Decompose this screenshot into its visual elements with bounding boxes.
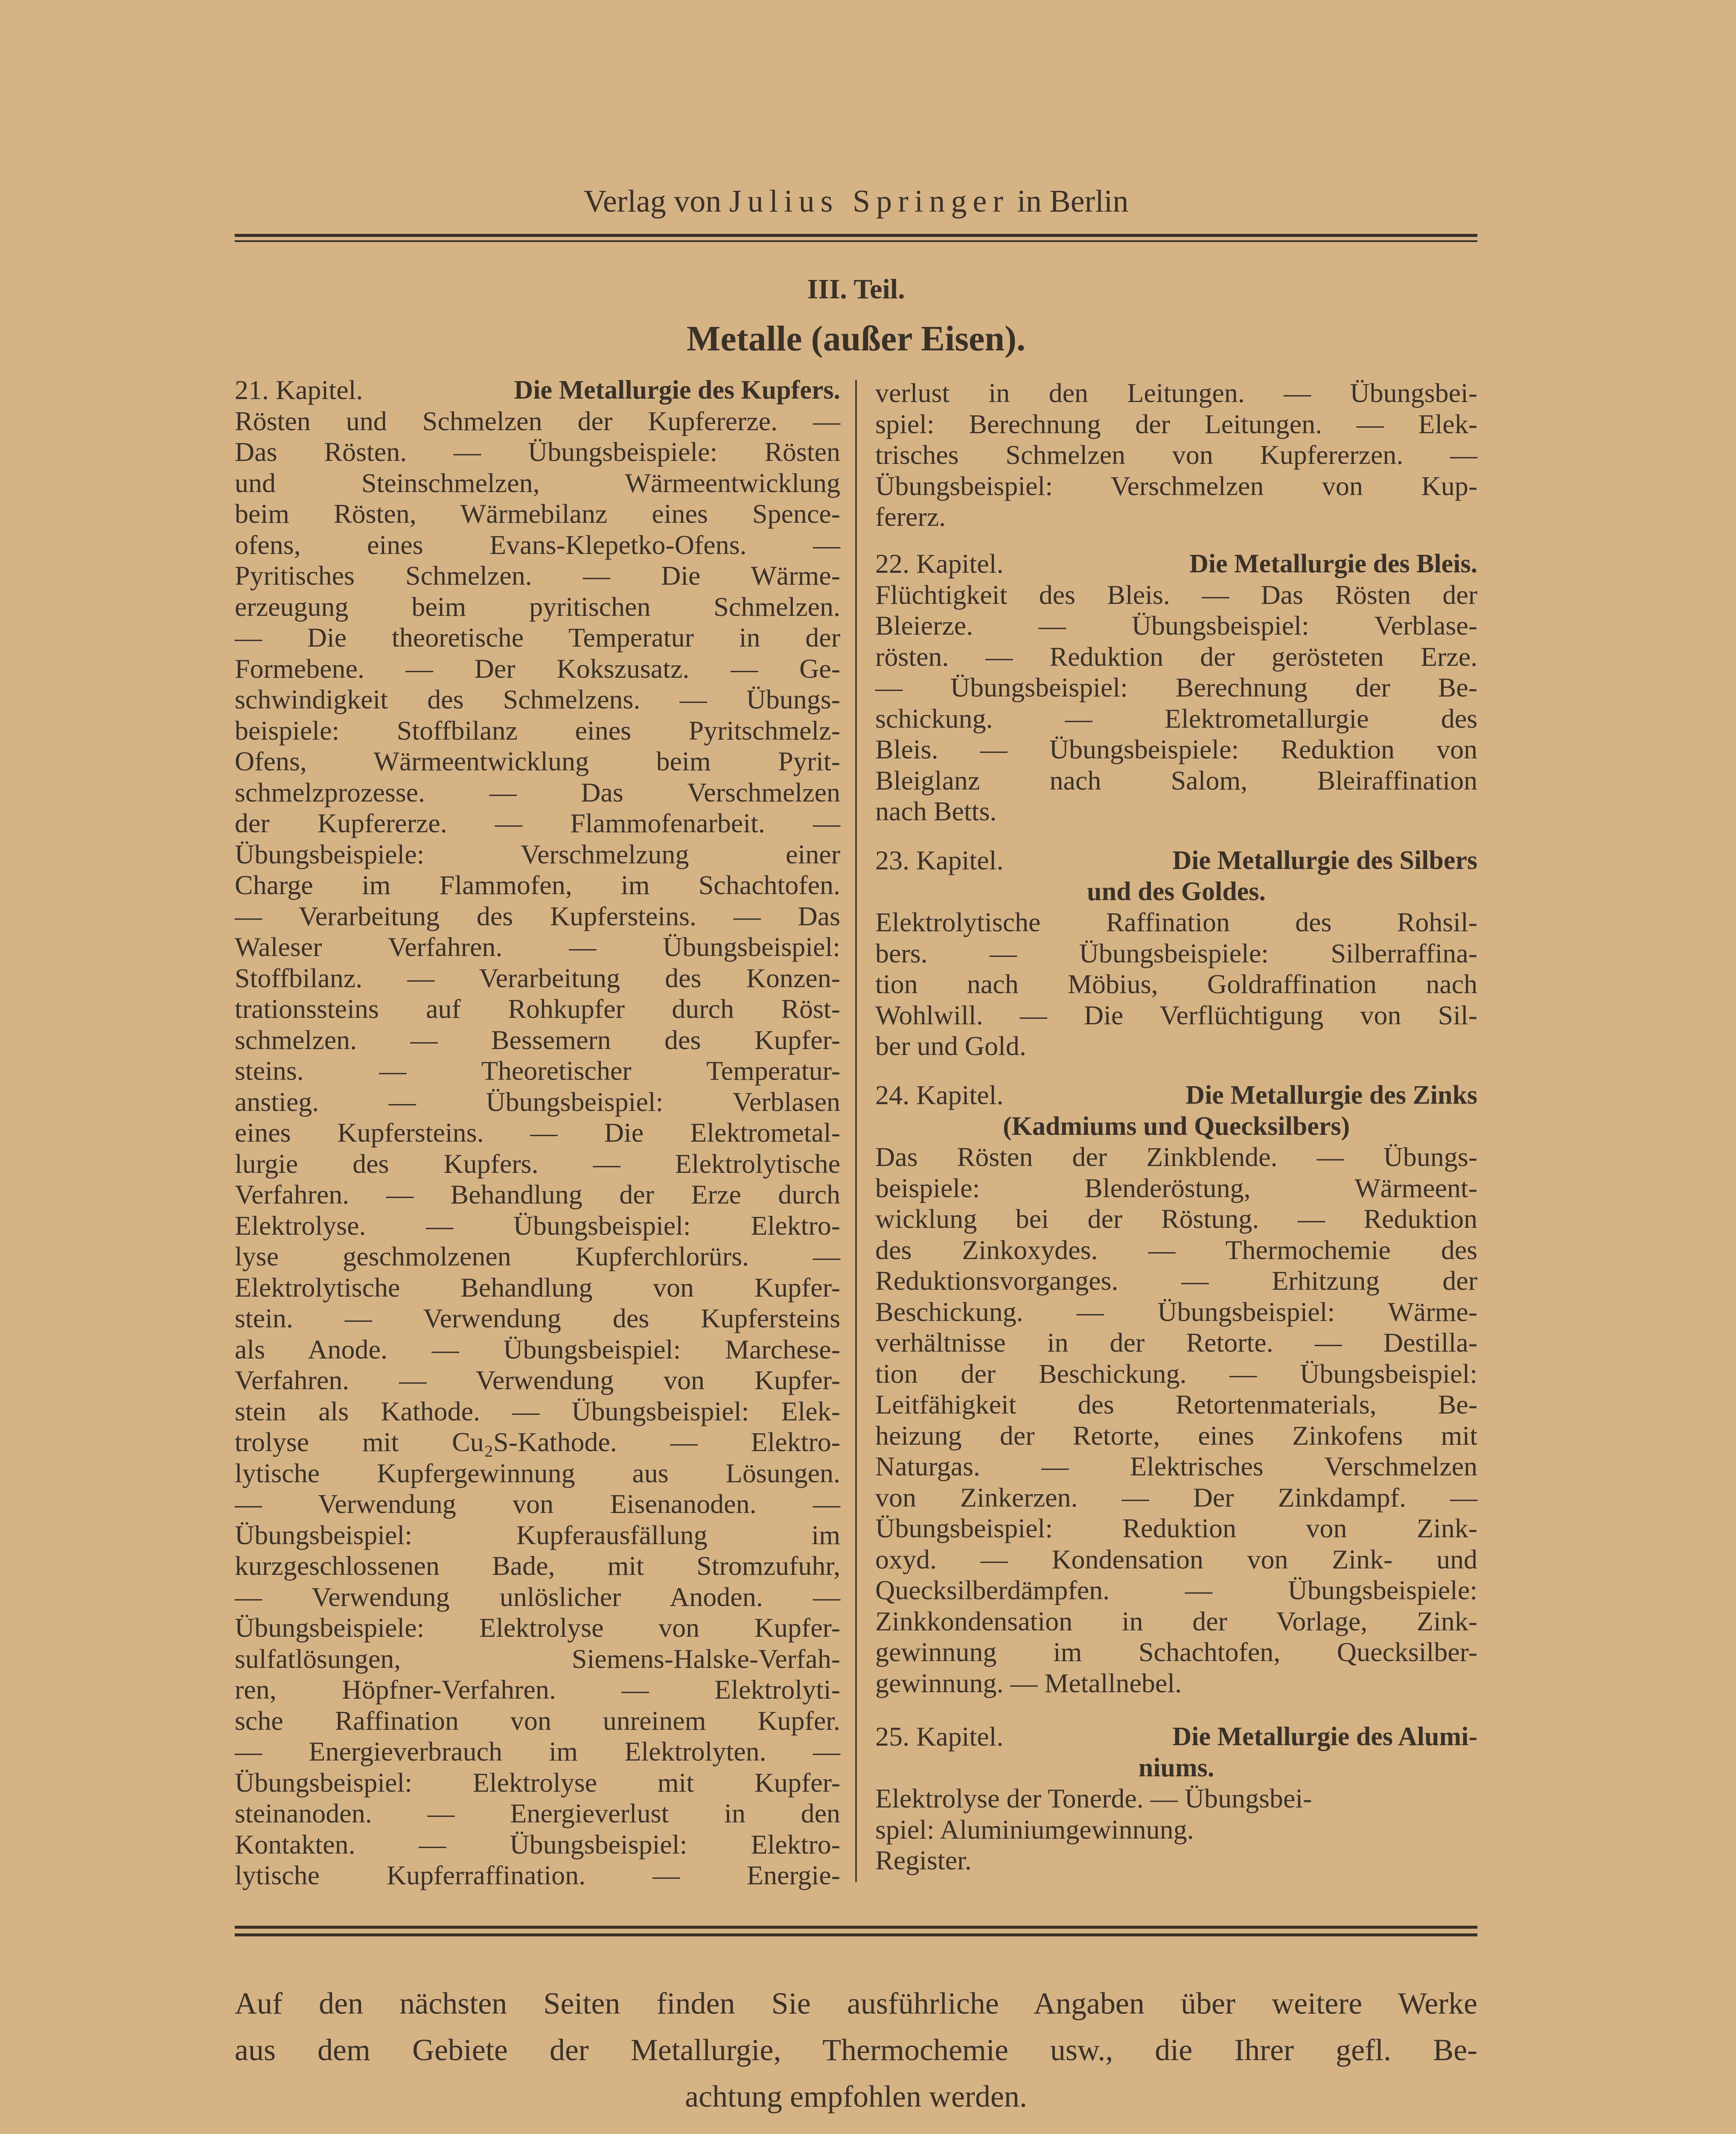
text-line: Elektrolyse der Tonerde. — Übungsbei- [875,1783,1312,1813]
chapter-25 [875,1721,1477,1876]
chapter-heading [875,548,1477,580]
text-line: eines Kupfersteins. — Die Elektrometal- [235,1117,840,1148]
text-line: als Anode. — Übungsbeispiel: Marchese- [235,1334,840,1364]
chapter-title: Die Metallurgie des Alumi- [1172,1722,1477,1751]
chapter-heading-cont [875,1752,1477,1784]
text-line: anstieg. — Übungsbeispiel: Verblasen [235,1086,840,1117]
text-line: Ofens, Wärmeentwicklung beim Pyrit- [235,746,840,776]
text-line: Elektrolyse. — Übungsbeispiel: Elektro- [235,1210,840,1241]
text-line: Bleiglanz nach Salom, Bleiraffination [875,765,1477,796]
part-number: III. Teil. [807,274,905,305]
text-line: stein als Kathode. — Übungsbeispiel: Elek- [235,1396,840,1426]
text-line: schmelzen. — Bessemern des Kupfer- [235,1024,840,1055]
text-line: achtung empfohlen werden. [685,2079,1027,2114]
text-line: sche Raffination von unreinem Kupfer. [235,1705,840,1736]
chapter-label: 21. Kapitel. [235,375,363,405]
text-line: spiel: Berechnung der Leitungen. — Elek- [875,408,1477,439]
text-line: trisches Schmelzen von Kupfererzen. — [875,440,1477,470]
chapter-heading [875,845,1477,876]
text-lines [875,580,1477,827]
text-line: lytische Kupferraffination. — Energie- [235,1860,840,1890]
text-line: Register. [875,1845,972,1875]
text-lines [875,1142,1477,1699]
text-line: erzeugung beim pyritischen Schmelzen. [235,591,840,622]
text-line: beispiele: Blenderöstung, Wärmeent- [875,1172,1477,1203]
text-line: Übungsbeispiele: Elektrolyse von Kupfer- [235,1612,840,1643]
text-line: kurzgeschlossenen Bade, mit Stromzufuhr, [235,1551,840,1581]
text-line: Elektrolytische Raffination des Rohsil- [875,907,1477,937]
text-line: von Zinkerzen. — Der Zinkdampf. — [875,1482,1477,1513]
text-line: Leitfähigkeit des Retortenmaterials, Be- [875,1389,1477,1420]
text-line: tion der Beschickung. — Übungsbeispiel: [875,1358,1477,1389]
chapter-title: Die Metallurgie des Kupfers. [514,376,840,405]
text-line: rösten. — Reduktion der gerösteten Erze. [875,641,1477,672]
text-line: Naturgas. — Elektrisches Verschmelzen [875,1451,1477,1481]
text-line: Übungsbeispiel: Elektrolyse mit Kupfer- [235,1767,840,1798]
text-line: Übungsbeispiel: Reduktion von Zink- [875,1513,1477,1543]
text-line: ofens, eines Evans-Klepetko-Ofens. — [235,529,840,560]
text-line: lytische Kupfergewinnung aus Lösungen. [235,1458,840,1488]
text-line: verhältnisse in der Retorte. — Destilla- [875,1327,1477,1358]
chapter-label: 23. Kapitel. [875,845,1004,875]
text-line: — Verarbeitung des Kupfersteins. — Das [235,901,840,931]
text-line: aus dem Gebiete der Metallurgie, Thermochemie usw., die Ihrer gefl. Be- [235,2033,1477,2067]
text-line: — Verwendung unlöslicher Anoden. — [235,1581,840,1612]
text-line: gewinnung im Schachtofen, Quecksilber- [875,1637,1477,1667]
chapter-heading-cont [875,1111,1477,1142]
text-line: Formebene. — Der Kokszusatz. — Ge- [235,653,840,684]
text-line: und Steinschmelzen, Wärmeentwicklung [235,467,840,498]
text-line: trationssteins auf Rohkupfer durch Röst- [235,994,840,1024]
chapter-heading [235,375,840,406]
chapter-title: Die Metallurgie des Zinks [1185,1081,1477,1110]
text-line: Auf den nächsten Seiten finden Sie ausführliche Angaben über weitere Werke [235,1986,1477,2020]
column-divider [855,380,857,1882]
chapter-continuation [875,378,1477,533]
text-line: Übungsbeispiele: Verschmelzung einer [235,839,840,869]
chapter-label: 24. Kapitel. [875,1080,1004,1110]
text-line: Quecksilberdämpfen. — Übungsbeispiele: [875,1575,1477,1605]
text-line: stein. — Verwendung des Kupfersteins [235,1303,840,1333]
left-column [235,375,840,1891]
text-line: Kontakten. — Übungsbeispiel: Elektro- [235,1829,840,1860]
chapter-24 [875,1080,1477,1699]
publisher-header [235,184,1477,220]
publisher-name: Julius Springer [729,184,1009,219]
text-line: Charge im Flammofen, im Schachtofen. [235,870,840,900]
chapter-heading [875,1721,1477,1752]
text-line: — Verwendung von Eisenanoden. — [235,1489,840,1519]
chapter-heading [875,1080,1477,1111]
footer-rule-bottom [235,1933,1477,1936]
chapter-label: 22. Kapitel. [875,548,1004,579]
text-line: steinanoden. — Energieverlust in den [235,1798,840,1828]
text-line: Elektrolytische Behandlung von Kupfer- [235,1272,840,1303]
chapter-title-cont: (Kadmiums und Quecksilbers) [1002,1111,1350,1141]
chapter-label: 25. Kapitel. [875,1721,1004,1752]
text-line: lurgie des Kupfers. — Elektrolytische [235,1148,840,1179]
text-line: Beschickung. — Übungsbeispiel: Wärme- [875,1296,1477,1327]
text-lines [235,1980,1477,2120]
text-lines [875,378,1477,533]
header-rule-bottom [235,240,1477,242]
header-text: in Berlin [1009,184,1129,219]
text-line: Waleser Verfahren. — Übungsbeispiel: [235,932,840,962]
text-line: Pyritisches Schmelzen. — Die Wärme- [235,560,840,591]
text-line: Bleierze. — Übungsbeispiel: Verblase- [875,610,1477,641]
text-line: ren, Höpfner-Verfahren. — Elektrolyti- [235,1674,840,1705]
text-line: des Zinkoxydes. — Thermochemie des [875,1234,1477,1265]
text-line: Wohlwill. — Die Verflüchtigung von Sil- [875,1000,1477,1030]
text-line: — Energieverbrauch im Elektrolyten. — [235,1736,840,1767]
text-line: schickung. — Elektrometallurgie des [875,703,1477,734]
text-line: lyse geschmolzenen Kupferchlorürs. — [235,1241,840,1271]
chapter-title-cont: und des Goldes. [1087,877,1266,906]
chapter-title: Die Metallurgie des Silbers [1172,846,1477,875]
footer-rule-top [235,1926,1477,1929]
text-line: oxyd. — Kondensation von Zink- und [875,1544,1477,1574]
chapter-22 [875,548,1477,827]
text-line: spiel: Aluminiumgewinnung. [875,1814,1194,1845]
text-line: Stoffbilanz. — Verarbeitung des Konzen- [235,962,840,993]
text-line: beim Rösten, Wärmebilanz eines Spence- [235,499,840,529]
text-line: Übungsbeispiel: Kupferausfällung im [235,1519,840,1550]
text-line: nach Betts. [875,796,997,826]
text-line: verlust in den Leitungen. — Übungsbei- [875,378,1477,408]
part-title: Metalle (außer Eisen). [687,319,1025,359]
text-lines [875,907,1477,1062]
text-line: Das Rösten der Zinkblende. — Übungs- [875,1142,1477,1172]
text-line: steins. — Theoretischer Temperatur- [235,1055,840,1086]
text-line: Bleis. — Übungsbeispiele: Reduktion von [875,734,1477,764]
text-line: tion nach Möbius, Goldraffination nach [875,969,1477,999]
text-line: Verfahren. — Verwendung von Kupfer- [235,1365,840,1395]
chapter-title: Die Metallurgie des Bleis. [1189,549,1477,578]
text-line: sulfatlösungen, Siemens-Halske-Verfah- [235,1643,840,1674]
chapter-23 [875,845,1477,1062]
header-rule-top [235,234,1477,237]
text-line: schwindigkeit des Schmelzens. — Übungs- [235,684,840,714]
text-line: — Die theoretische Temperatur in der [235,622,840,653]
text-line: ber und Gold. [875,1031,1026,1061]
text-line: fererz. [875,501,946,532]
text-line: trolyse mit Cu₂S-Kathode. — Elektro- [235,1427,840,1457]
notice-paragraph [235,1980,1477,2120]
text-line: gewinnung. — Metallnebel. [875,1668,1182,1698]
text-line: beispiele: Stoffbilanz eines Pyritschmelz- [235,715,840,746]
text-line: Reduktionsvorganges. — Erhitzung der [875,1265,1477,1296]
header-text: Verlag von [583,184,729,219]
text-line: Das Rösten. — Übungsbeispiele: Rösten [235,437,840,467]
text-line: wicklung bei der Röstung. — Reduktion [875,1204,1477,1234]
text-line: bers. — Übungsbeispiele: Silberraffina- [875,938,1477,968]
text-line: — Übungsbeispiel: Berechnung der Be- [875,672,1477,703]
text-lines [875,1783,1477,1876]
chapter-title-cont: niums. [1138,1753,1215,1782]
text-lines [235,406,840,1891]
text-line: Zinkkondensation in der Vorlage, Zink- [875,1606,1477,1636]
text-line: Verfahren. — Behandlung der Erze durch [235,1179,840,1210]
text-line: Flüchtigkeit des Bleis. — Das Rösten der [875,579,1477,610]
chapter-heading-cont [875,876,1477,907]
text-line: der Kupfererze. — Flammofenarbeit. — [235,808,840,838]
text-line: Übungsbeispiel: Verschmelzen von Kup- [875,470,1477,501]
text-line: heizung der Retorte, eines Zinkofens mit [875,1420,1477,1451]
text-line: schmelzprozesse. — Das Verschmelzen [235,777,840,808]
text-line: Rösten und Schmelzen der Kupfererze. — [235,405,840,436]
